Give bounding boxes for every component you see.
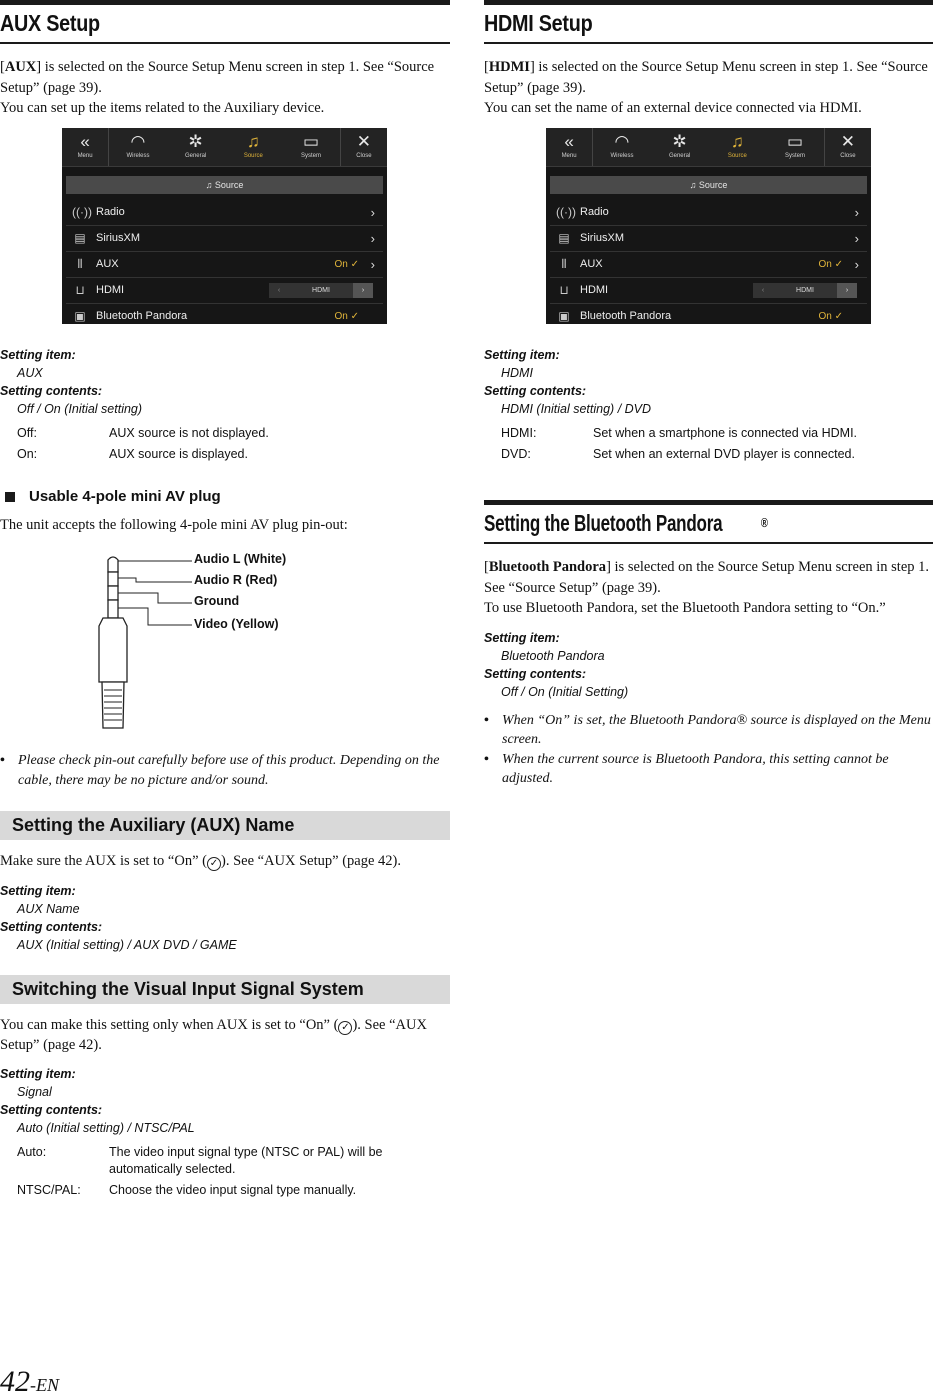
monitor-icon: ▭	[302, 132, 320, 151]
plug-ring-1	[108, 572, 118, 586]
gear-icon: ✲	[188, 132, 203, 151]
visual-signal-title: Switching the Visual Input Signal System	[0, 975, 450, 1004]
pandora-note: • When the current source is Bluetooth Pandora, this setting cannot be adjusted.	[484, 751, 889, 786]
chevron-right-icon: ›	[854, 257, 859, 272]
setting-contents-value: Off / On (Initial Setting)	[501, 684, 629, 699]
setting-item-value: Bluetooth Pandora	[501, 648, 605, 663]
row-aux[interactable]: ⫴ AUX On ✓ ›	[66, 252, 383, 278]
tab-menu[interactable]: « Menu	[62, 128, 109, 166]
tab-source[interactable]: ♫ Source	[708, 128, 766, 166]
pandora-intro: [Bluetooth Pandora] is selected on the Source Setup Menu screen in step 1. See “Source Setup” (page 39). To use Bluetooth Pandora, set the Bluetooth Pandora setting to “On.”	[484, 559, 930, 616]
label-audio-l: Audio L (White)	[194, 552, 287, 566]
gear-icon: ✲	[672, 132, 687, 151]
wifi-icon: ◠	[130, 132, 146, 151]
on-status: On ✓	[334, 311, 359, 322]
row-radio[interactable]: ((·)) Radio ›	[66, 200, 383, 226]
aux-setup-intro: [AUX] is selected on the Source Setup Menu screen in step 1. See “Source Setup” (page 39). You can set up the items related to the Auxiliary device.	[0, 59, 435, 116]
tab-close[interactable]: ✕ Close	[340, 128, 387, 166]
page-number: 42-EN	[0, 1365, 59, 1398]
chevron-left-icon: ‹	[761, 287, 765, 294]
pandora-title: Setting the Bluetooth Pandora ®	[484, 500, 933, 544]
monitor-icon: ▭	[786, 132, 804, 151]
chevron-right-icon: ›	[854, 205, 859, 220]
option-row: HDMI: Set when a smartphone is connected via HDMI.	[501, 426, 858, 440]
label-ground: Ground	[194, 594, 240, 608]
chevron-right-icon: ›	[854, 231, 859, 246]
plug-strain-relief	[102, 682, 124, 728]
left-column	[0, 0, 450, 119]
leader-video	[118, 608, 192, 625]
on-status: On ✓	[818, 259, 843, 270]
source-bar: ♫ Source	[66, 176, 383, 194]
back-icon: «	[80, 132, 90, 151]
aux-source-screen	[62, 128, 387, 324]
setting-contents-label: Setting contents:	[0, 1102, 103, 1117]
row-hdmi[interactable]: ⊔ HDMI ‹ HDMI ›	[550, 278, 867, 304]
tab-close[interactable]: ✕ Close	[824, 128, 871, 166]
aux-settings	[0, 346, 450, 536]
plug-ring-2	[108, 586, 118, 600]
siriusxm-icon: ▤	[74, 231, 86, 245]
setting-item-label: Setting item:	[484, 630, 560, 645]
row-bluetooth-pandora[interactable]: ▣ Bluetooth Pandora On ✓	[550, 304, 867, 324]
label-video: Video (Yellow)	[194, 617, 279, 631]
option-row: DVD: Set when an external DVD player is connected.	[501, 447, 855, 461]
radio-icon: ((·))	[72, 205, 92, 219]
row-aux[interactable]: ⫴ AUX On ✓ ›	[550, 252, 867, 278]
tab-wireless[interactable]: ◠ Wireless	[593, 128, 651, 166]
plug-icon: ⫴	[561, 257, 567, 271]
left-lower	[0, 751, 450, 1203]
visual-signal-text: You can make this setting only when AUX is set to “On” ( ✓ ). See “AUX Setup” (page 42).	[0, 1016, 427, 1053]
row-siriusxm[interactable]: ▤ SiriusXM ›	[66, 226, 383, 252]
bluetooth-icon: ▣	[558, 309, 570, 323]
tab-source[interactable]: ♫ Source	[224, 128, 282, 166]
close-icon: ✕	[356, 132, 372, 151]
bluetooth-icon: ▣	[74, 309, 86, 323]
hdmi-selector[interactable]: ‹ HDMI ›	[753, 283, 857, 298]
tab-general[interactable]: ✲ General	[651, 128, 709, 166]
plug-text: The unit accepts the following 4-pole mini AV plug pin-out:	[0, 517, 348, 533]
tab-general[interactable]: ✲ General	[167, 128, 225, 166]
aux-name-text: Make sure the AUX is set to “On” ( ✓ ). See “AUX Setup” (page 42).	[0, 853, 401, 869]
music-icon: ♫	[730, 132, 744, 151]
plug-sleeve	[108, 600, 118, 618]
hdmi-icon: ⊔	[75, 283, 85, 297]
chevron-right-icon: ›	[370, 257, 375, 272]
tab-system[interactable]: ▭ System	[282, 128, 340, 166]
leader-audio-r	[118, 578, 192, 582]
hdmi-setup-intro: [HDMI] is selected on the Source Setup Menu screen in step 1. See “Source Setup” (page 39). You can set the name of an external device connected via HDMI.	[484, 59, 928, 116]
setting-contents-value: AUX (Initial setting) / AUX DVD / GAME	[17, 937, 237, 952]
hdmi-icon: ⊔	[559, 283, 569, 297]
on-status: On ✓	[818, 311, 843, 322]
checkmark-icon: ✓	[338, 1021, 352, 1035]
label-audio-r: Audio R (Red)	[194, 573, 278, 587]
setting-item-label: Setting item:	[0, 1066, 76, 1081]
hdmi-settings	[484, 346, 933, 789]
chevron-right-icon: ›	[837, 283, 857, 298]
row-hdmi[interactable]: ⊔ HDMI ‹ HDMI ›	[66, 278, 383, 304]
chevron-right-icon: ›	[370, 205, 375, 220]
back-icon: «	[564, 132, 574, 151]
setting-item-label: Setting item:	[484, 348, 560, 362]
option-row: Auto: The video input signal type (NTSC or PAL) will be automatically selected.	[17, 1144, 383, 1176]
setting-item-label: Setting item:	[0, 348, 76, 362]
source-bar: ♫ Source	[550, 176, 867, 194]
setting-item-value: Signal	[17, 1084, 52, 1099]
row-siriusxm[interactable]: ▤ SiriusXM ›	[550, 226, 867, 252]
right-column	[484, 0, 933, 119]
chevron-right-icon: ›	[353, 283, 373, 298]
on-status: On ✓	[334, 259, 359, 270]
row-bluetooth-pandora[interactable]: ▣ Bluetooth Pandora On ✓	[66, 304, 383, 324]
plug-note: • Please check pin-out carefully before use of this product. Depending on the cable, there may be no picture and/or sound.	[0, 753, 440, 788]
plug-body	[99, 618, 127, 682]
setting-contents-label: Setting contents:	[0, 384, 103, 398]
tab-wireless[interactable]: ◠ Wireless	[109, 128, 167, 166]
setting-item-value: AUX	[17, 366, 43, 380]
chevron-left-icon: ‹	[277, 287, 281, 294]
radio-icon: ((·))	[556, 205, 576, 219]
option-row: On: AUX source is displayed.	[17, 447, 248, 461]
option-row: NTSC/PAL: Choose the video input signal type manually.	[17, 1182, 357, 1197]
hdmi-setup-title: HDMI Setup	[484, 0, 933, 44]
setting-contents-value: Auto (Initial setting) / NTSC/PAL	[17, 1120, 195, 1135]
plug-tip	[108, 557, 118, 572]
setting-item-label: Setting item:	[0, 883, 76, 898]
row-radio[interactable]: ((·)) Radio ›	[550, 200, 867, 226]
aux-setup-title: AUX Setup	[0, 0, 450, 44]
wifi-icon: ◠	[614, 132, 630, 151]
hdmi-source-screen	[546, 128, 871, 324]
setting-contents-value: Off / On (Initial setting)	[17, 402, 143, 416]
checkmark-icon: ✓	[207, 857, 221, 871]
pandora-note: • When “On” is set, the Bluetooth Pandora® source is displayed on the Menu screen.	[484, 712, 931, 747]
square-bullet-icon	[5, 492, 15, 502]
siriusxm-icon: ▤	[558, 231, 570, 245]
music-icon: ♫	[246, 132, 260, 151]
setting-item-value: HDMI	[501, 366, 533, 380]
plug-icon: ⫴	[77, 257, 83, 271]
close-icon: ✕	[840, 132, 856, 151]
tab-menu[interactable]: « Menu	[546, 128, 593, 166]
plug-heading: Usable 4-pole mini AV plug	[0, 488, 450, 505]
setting-contents-label: Setting contents:	[484, 384, 587, 398]
setting-contents-value: HDMI (Initial setting) / DVD	[501, 402, 652, 416]
setting-item-value: AUX Name	[17, 901, 80, 916]
leader-ground	[118, 593, 192, 603]
tab-system[interactable]: ▭ System	[766, 128, 824, 166]
setting-contents-label: Setting contents:	[0, 919, 103, 934]
setting-contents-label: Setting contents:	[484, 666, 587, 681]
aux-name-title: Setting the Auxiliary (AUX) Name	[0, 811, 450, 840]
hdmi-selector[interactable]: ‹ HDMI ›	[269, 283, 373, 298]
chevron-right-icon: ›	[370, 231, 375, 246]
option-row: Off: AUX source is not displayed.	[17, 426, 269, 440]
